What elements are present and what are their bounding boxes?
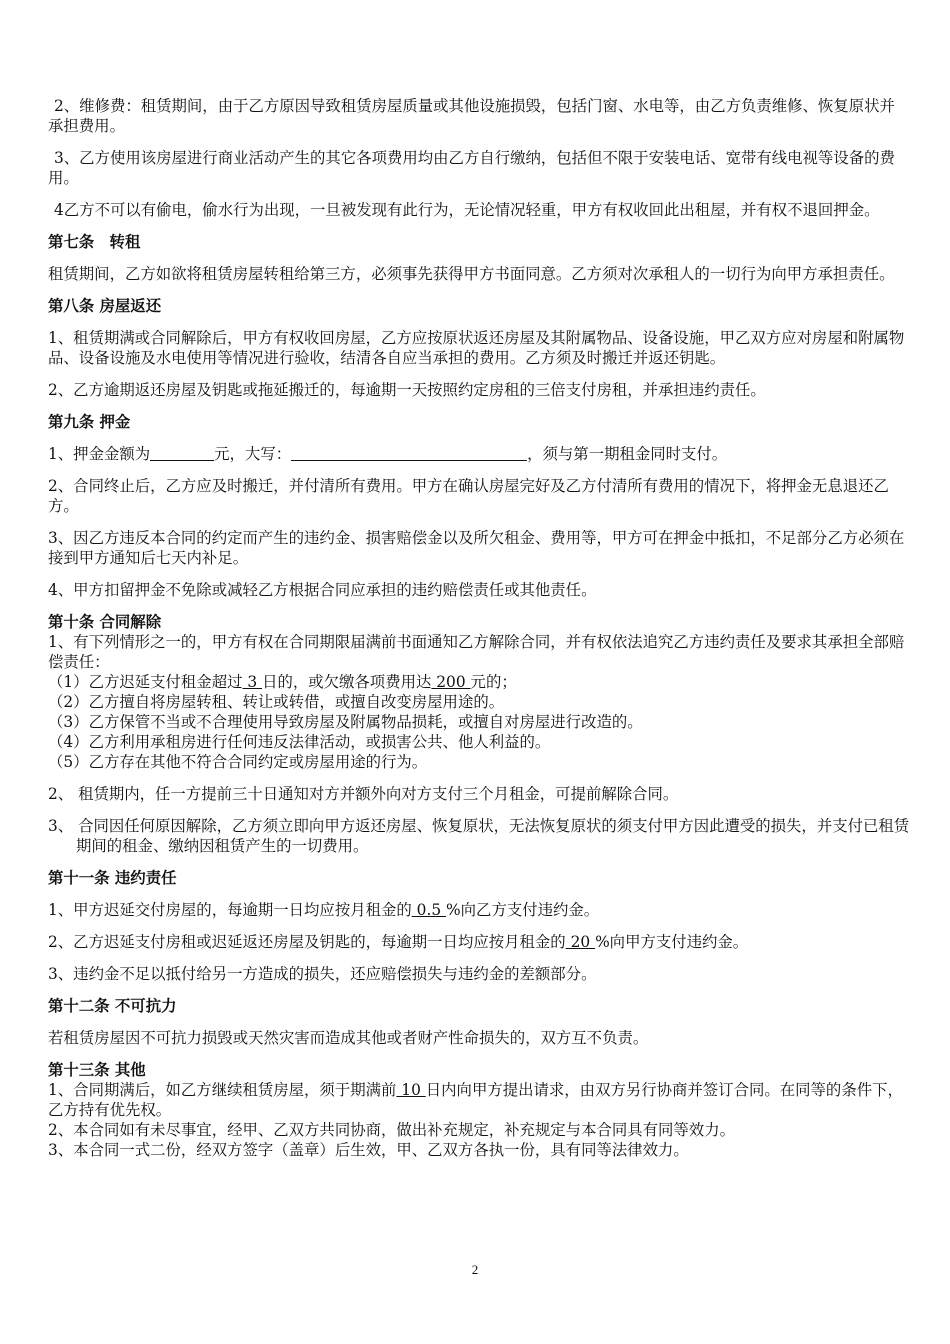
- art6-clause-3: 3、乙方使用该房屋进行商业活动产生的其它各项费用均由乙方自行缴纳，包括但不限于安装电话、宽带有线电视等设备的费用。: [48, 149, 895, 187]
- art7-clause: 租赁期间，乙方如欲将租赁房屋转租给第三方，必须事先获得甲方书面同意。乙方须对次承租人的一切行为向甲方承担责任。: [48, 265, 895, 283]
- art6-clause-4: 4乙方不可以有偷电，偷水行为出现，一旦被发现有此行为，无论情况轻重，甲方有权收回此出租屋，并有权不退回押金。: [54, 201, 880, 219]
- art10-heading: 第十条 合同解除: [48, 613, 162, 631]
- art12-clause: 若租赁房屋因不可抗力损毁或天然灾害而造成其他或者财产性命损失的，双方互不负责。: [48, 1029, 649, 1047]
- art9-clause-2: 2、合同终止后，乙方应及时搬迁，并付清所有费用。甲方在确认房屋完好及乙方付清所有费用的情况下，将押金无息退还乙方。: [48, 477, 889, 515]
- art11-clause-1: 1、甲方迟延交付房屋的，每逾期一日均应按月租金的 0.5 %向乙方支付违约金。: [48, 901, 600, 919]
- art13-clause-2: 2、本合同如有未尽事宜，经甲、乙双方共同协商，做出补充规定，补充规定与本合同具有同等效力。: [48, 1121, 735, 1139]
- art10-item-2: （2）乙方擅自将房屋转租、转让或转借，或擅自改变房屋用途的。: [48, 693, 505, 711]
- art12-heading: 第十二条 不可抗力: [48, 997, 177, 1015]
- art11-clause-3: 3、违约金不足以抵付给另一方造成的损失，还应赔偿损失与违约金的差额部分。: [48, 965, 597, 983]
- art8-clause-2: 2、乙方逾期返还房屋及钥匙或拖延搬迁的，每逾期一天按照约定房租的三倍支付房租，并承担违约责任。: [48, 381, 766, 399]
- art9-heading: 第九条 押金: [48, 413, 131, 431]
- art8-clause-1: 1、租赁期满或合同解除后，甲方有权收回房屋，乙方应按原状返还房屋及其附属物品、设备设施，甲乙双方应对房屋和附属物品、设备设施及水电使用等情况进行验收，结清各自应当承担的费用。乙方须及时搬迁并返还钥匙。: [48, 329, 905, 367]
- art13-heading: 第十三条 其他: [48, 1061, 146, 1079]
- art11-clause-2: 2、乙方迟延支付房租或迟延返还房屋及钥匙的，每逾期一日均应按月租金的 20 %向甲方支付违约金。: [48, 933, 749, 951]
- art11-heading: 第十一条 违约责任: [48, 869, 177, 887]
- art9-clause-4: 4、甲方扣留押金不免除或减轻乙方根据合同应承担的违约赔偿责任或其他责任。: [48, 581, 597, 599]
- art9-clause-1: 1、押金金额为 元，大写： ，须与第一期租金同时支付。: [48, 445, 728, 463]
- art10-item-3: （3）乙方保管不当或不合理使用导致房屋及附属物品损耗，或擅自对房屋进行改造的。: [48, 713, 643, 731]
- deposit-amount-blank: [150, 445, 214, 461]
- art10-item-5: （5）乙方存在其他不符合合同约定或房屋用途的行为。: [48, 753, 428, 771]
- art10-item-1: （1）乙方迟延支付租金超过 3 日的，或欠缴各项费用达 200 元的；: [48, 673, 517, 691]
- art10-clause-1: 1、有下列情形之一的，甲方有权在合同期限届满前书面通知乙方解除合同，并有权依法追究乙方违约责任及要求其承担全部赔偿责任：: [48, 633, 905, 671]
- document-page: [48, 96, 910, 1160]
- art8-heading: 第八条 房屋返还: [48, 297, 162, 315]
- page-number: 2: [471, 1262, 479, 1277]
- art10-clause-2: 2、 租赁期内，任一方提前三十日通知对方并额外向对方支付三个月租金，可提前解除合同。: [48, 785, 679, 803]
- art13-clause-3: 3、本合同一式二份，经双方签字（盖章）后生效，甲、乙双方各执一份，具有同等法律效力。: [48, 1141, 689, 1159]
- art10-item-4: （4）乙方利用承租房进行任何违反法律活动，或损害公共、他人利益的。: [48, 733, 551, 751]
- art10-clause-3: 3、 合同因任何原因解除，乙方须立即向甲方返还房屋、恢复原状，无法恢复原状的须支付甲方因此遭受的损失，并支付已租赁期间的租金、缴纳因租赁产生的一切费用。: [48, 817, 910, 855]
- art13-clause-1: 1、合同期满后，如乙方继续租赁房屋，须于期满前 10 日内向甲方提出请求，由双方另行协商并签订合同。在同等的条件下，乙方持有优先权。: [48, 1081, 903, 1119]
- art7-heading: 第七条 转租: [48, 233, 141, 251]
- deposit-words-blank: [291, 445, 527, 461]
- art6-clause-2: 2、维修费：租赁期间，由于乙方原因导致租赁房屋质量或其他设施损毁，包括门窗、水电等，由乙方负责维修、恢复原状并承担费用。: [48, 97, 895, 135]
- art9-clause-3: 3、因乙方违反本合同的约定而产生的违约金、损害赔偿金以及所欠租金、费用等，甲方可在押金中抵扣，不足部分乙方必须在接到甲方通知后七天内补足。: [48, 529, 905, 567]
